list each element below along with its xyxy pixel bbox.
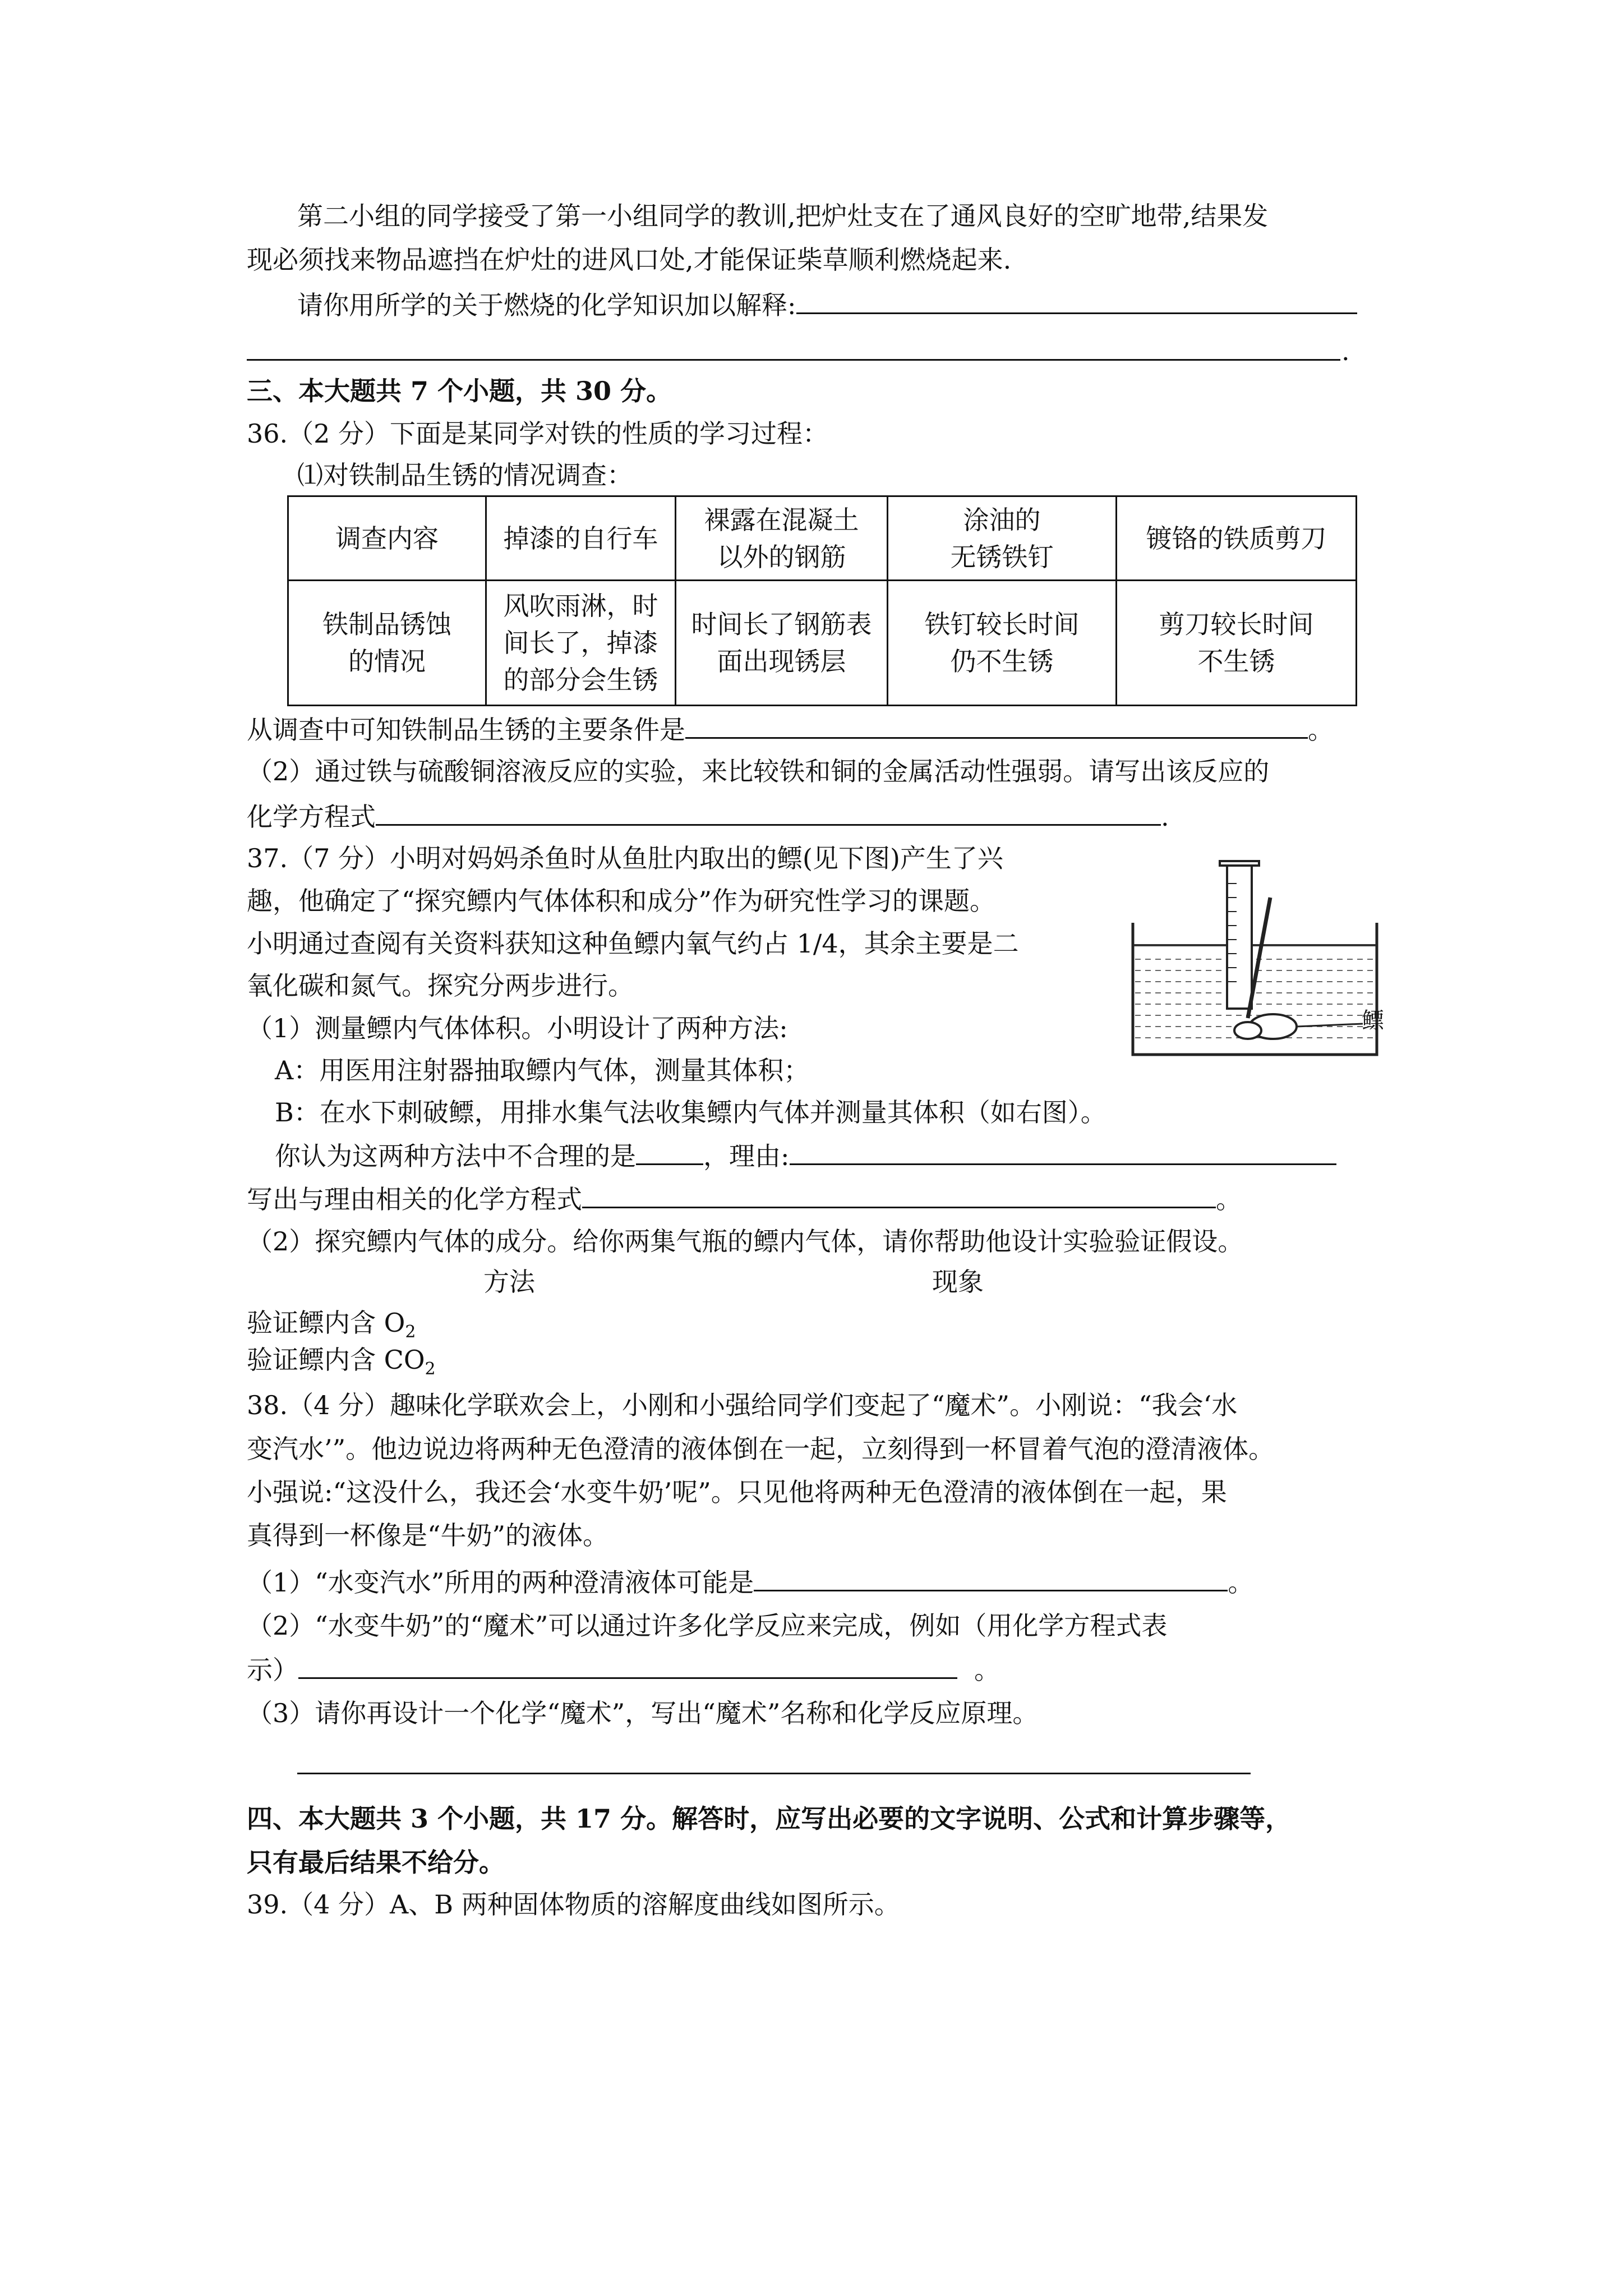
q38-line1: 38.（4 分）趣味化学联欢会上，小刚和小强给同学们变起了“魔术”。小刚说：“我会‘水: [247, 1390, 1238, 1420]
table-cell: 风吹雨淋，时 间长了，掉漆 的部分会生锈: [486, 581, 676, 706]
table-cell: 时间长了钢筋表 面出现锈层: [676, 581, 888, 706]
q37-equation-text: 写出与理由相关的化学方程式: [247, 1184, 582, 1214]
q37-row-o2-sub: 2: [405, 1322, 416, 1342]
q36-conclusion-end: 。: [1308, 715, 1334, 745]
q38-sub3-answer-blank[interactable]: [297, 1773, 1251, 1774]
p35-end: .: [1341, 336, 1350, 366]
table-header-cell: 涂油的 无锈铁钉: [888, 496, 1117, 581]
q37-method-header: 方法: [483, 1267, 535, 1297]
q36-conclusion: [247, 712, 1334, 747]
q36-sub1: ⑴对铁制品生锈的情况调查：: [297, 460, 633, 490]
q38-sub2-line1: （2）“水变牛奶”的“魔术”可以通过许多化学反应来完成，例如（用化学方程式表: [247, 1611, 1168, 1641]
swim-bladder-label: 鳔: [1362, 1008, 1384, 1034]
q37-reason-blank[interactable]: [790, 1139, 1336, 1165]
q38-sub2-end: 。: [974, 1655, 1000, 1685]
q36-sub2-text: 化学方程式: [247, 802, 376, 832]
q37-row-co2: [247, 1343, 436, 1386]
q38-line3: 小强说:“这没什么，我还会‘水变牛奶’呢”。只见他将两种无色澄清的液体倒在一起，果: [247, 1477, 1227, 1507]
q37-equation-blank[interactable]: [582, 1182, 1216, 1208]
q38-sub1: [247, 1565, 1253, 1599]
q38-equation-blank[interactable]: [298, 1653, 957, 1679]
table-header-cell: 镀铬的铁质剪刀: [1117, 496, 1357, 581]
table-cell: 铁钉较长时间 仍不生锈: [888, 581, 1117, 706]
table-header-cell: 掉漆的自行车: [486, 496, 676, 581]
q37-row-co2-text: 验证鳔内含 CO: [247, 1345, 425, 1375]
p35-line2: 现必须找来物品遮挡在炉灶的进风口处,才能保证柴草顺利燃烧起来.: [247, 245, 1012, 275]
q37-method-blank[interactable]: [636, 1139, 703, 1165]
q37-line9: [247, 1182, 1242, 1216]
q36-equation-blank[interactable]: [376, 799, 1161, 826]
q37-equation-end: 。: [1216, 1184, 1242, 1214]
q38-sub3: （3）请你再设计一个化学“魔术”，写出“魔术”名称和化学反应原理。: [247, 1698, 1039, 1728]
q37-line1: 37.（7 分）小明对妈妈杀鱼时从鱼肚内取出的鳔(见下图)产生了兴: [247, 843, 1003, 873]
q36-intro: 36.（2 分）下面是某同学对铁的性质的学习过程：: [247, 418, 829, 449]
rust-survey-table: [287, 495, 1357, 706]
q36-sub2-end: .: [1161, 802, 1169, 832]
p35-line1: 第二小组的同学接受了第一小组同学的教训,把炉灶支在了通风良好的空旷地带,结果发: [297, 201, 1269, 231]
q38-line2: 变汽水’”。他边说边将两种无色澄清的液体倒在一起，立刻得到一杯冒着气泡的澄清液体。: [247, 1434, 1275, 1464]
q37-line6: A：用医用注射器抽取鳔内气体，测量其体积；: [275, 1055, 810, 1085]
q37-line5: （1）测量鳔内气体体积。小明设计了两种方法:: [247, 1013, 788, 1043]
q36-sub2-line1: （2）通过铁与硫酸铜溶液反应的实验，来比较铁和铜的金属活动性强弱。请写出该反应的: [247, 756, 1270, 786]
p35-prompt: 请你用所学的关于燃烧的化学知识加以解释:: [297, 290, 796, 320]
q37-line3: 小明通过查阅有关资料获知这种鱼鳔内氧气约占 1/4，其余主要是二: [247, 928, 1019, 959]
q38-sub1-blank[interactable]: [754, 1565, 1228, 1591]
table-header-cell: 调查内容: [288, 496, 486, 581]
q38-line4: 真得到一杯像是“牛奶”的液体。: [247, 1520, 609, 1550]
q37-line4: 氧化碳和氮气。探究分两步进行。: [247, 970, 634, 1001]
table-cell: 剪刀较长时间 不生锈: [1117, 581, 1357, 706]
section4-heading-line1: 四、本大题共 3 个小题，共 17 分。解答时，应写出必要的文字说明、公式和计算步骤等，: [247, 1803, 1292, 1834]
q36-sub2-line2: [247, 799, 1169, 834]
q36-conclusion-text: 从调查中可知铁制品生锈的主要条件是: [247, 715, 685, 745]
q36-conclusion-blank[interactable]: [685, 712, 1308, 739]
p35-answer-blank-2[interactable]: [247, 359, 1340, 361]
q38-sub2-line2: [247, 1653, 1000, 1687]
section4-heading-line2: 只有最后结果不给分。: [247, 1847, 505, 1878]
q38-sub1-end: 。: [1228, 1567, 1254, 1598]
q37-line10: （2）探究鳔内气体的成分。给你两集气瓶的鳔内气体，请你帮助他设计实验验证假设。: [247, 1226, 1244, 1257]
section3-heading: 三、本大题共 7 个小题，共 30 分。: [247, 376, 672, 406]
q38-sub2-text: 示）: [247, 1655, 298, 1685]
q37-unreasonable-text: 你认为这两种方法中不合理的是: [275, 1141, 636, 1171]
q37-row-o2-text: 验证鳔内含 O: [247, 1308, 405, 1338]
table-header-cell: 裸露在混凝土 以外的钢筋: [676, 496, 888, 581]
q37-line2: 趣，他确定了“探究鳔内气体体积和成分”作为研究性学习的课题。: [247, 886, 996, 916]
q37-line8: [275, 1139, 1336, 1173]
q38-sub1-text: （1）“水变汽水”所用的两种澄清液体可能是: [247, 1567, 754, 1598]
table-row: [288, 581, 1357, 706]
swim-bladder-apparatus-figure: [1127, 855, 1396, 1060]
q39-line1: 39.（4 分）A、B 两种固体物质的溶解度曲线如图所示。: [247, 1889, 900, 1920]
table-header-row: [288, 496, 1357, 581]
q37-row-co2-sub: 2: [425, 1359, 436, 1379]
p35-line3: [297, 288, 1357, 322]
q37-reason-text: ，理由:: [703, 1141, 790, 1171]
q37-phenomenon-header: 现象: [932, 1267, 984, 1297]
p35-answer-blank-1[interactable]: [796, 288, 1357, 314]
table-cell: 铁制品锈蚀 的情况: [288, 581, 486, 706]
q37-line7: B：在水下刺破鳔，用排水集气法收集鳔内气体并测量其体积（如右图）。: [275, 1097, 1106, 1128]
